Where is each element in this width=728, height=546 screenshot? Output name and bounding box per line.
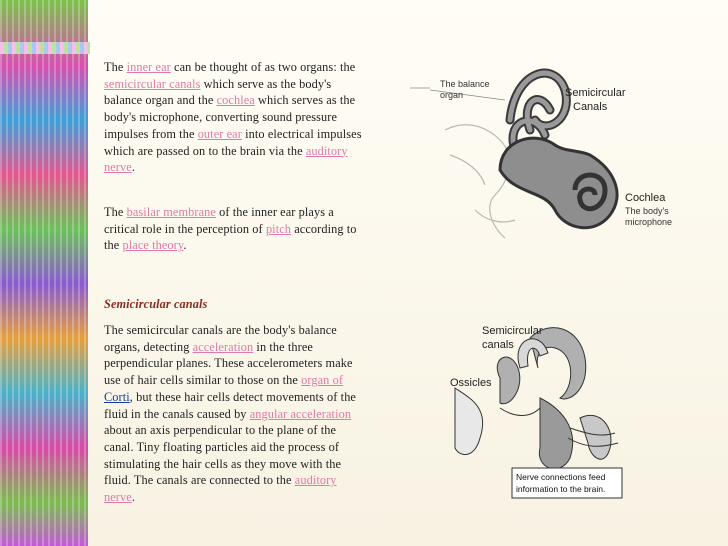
label-nerve-1: Nerve connections feed bbox=[516, 472, 606, 482]
label-nerve-2: information to the brain. bbox=[516, 484, 606, 494]
text-segment: . bbox=[131, 490, 135, 505]
link-organ-of[interactable]: organ of bbox=[301, 373, 344, 388]
label-microphone-1: The body's bbox=[625, 206, 669, 216]
link-outer-ear[interactable]: outer ear bbox=[197, 126, 242, 141]
cochlea-shape bbox=[500, 138, 617, 228]
text-segment: of the inner ear plays a critical role in the perception of bbox=[104, 205, 334, 236]
text-segment: . bbox=[183, 238, 187, 253]
text-segment: into electrical impulses which are passed on to the brain via the bbox=[104, 126, 362, 158]
text-segment: which serve as the body's balance organ and the bbox=[104, 76, 332, 108]
decorative-side-stripe bbox=[0, 0, 88, 546]
text-segment: The bbox=[104, 60, 127, 74]
semicircular-canals-diagram bbox=[440, 308, 625, 503]
link-auditory-nerve-2[interactable]: auditory nerve bbox=[104, 473, 337, 505]
label-microphone-2: microphone bbox=[625, 217, 673, 227]
link-basilar-membrane[interactable]: basilar membrane bbox=[126, 205, 216, 219]
label-balance-organ-1: The balance bbox=[440, 79, 490, 89]
label-cochlea: Cochlea bbox=[625, 192, 666, 204]
semicircular-paragraph bbox=[104, 322, 366, 506]
label-semicircular-2: canals bbox=[482, 339, 514, 351]
canal-structure bbox=[455, 328, 611, 469]
link-auditory-nerve[interactable]: auditory nerve bbox=[104, 143, 348, 175]
label-semicircular-1: Semicircular bbox=[482, 325, 543, 337]
label-semicircular-2: Canals bbox=[573, 101, 608, 113]
inner-ear-diagram bbox=[405, 60, 705, 250]
link-cochlea[interactable]: cochlea bbox=[216, 93, 255, 108]
label-balance-organ-2: organ bbox=[440, 90, 464, 100]
link-place-theory[interactable]: place theory bbox=[122, 238, 184, 253]
link-corti[interactable]: Corti bbox=[104, 389, 130, 404]
link-angular-acceleration[interactable]: angular acceleration bbox=[249, 406, 352, 421]
text-segment: can be thought of as two organs: the bbox=[170, 60, 356, 74]
link-acceleration[interactable]: acceleration bbox=[192, 339, 254, 354]
inner-ear-paragraph bbox=[104, 59, 366, 176]
text-segment: . bbox=[131, 160, 135, 175]
text-segment: about an axis perpendicular to the plane of the canal. Tiny floating particles aid the process of stimulating the hair cells as they move with the fluid. The canals are connected to the bbox=[104, 423, 342, 488]
basilar-paragraph bbox=[104, 204, 366, 254]
label-ossicles: Ossicles bbox=[450, 377, 492, 389]
text-segment: The semicircular canals are the body's balance organs, detecting bbox=[104, 323, 337, 354]
decorative-stripe-band bbox=[0, 42, 90, 54]
text-segment: , but these hair cells detect movements of the fluid in the canals caused by bbox=[104, 389, 356, 421]
section-heading: Semicircular canals bbox=[104, 297, 208, 311]
text-segment: which serves as the body's microphone, converting sound pressure impulses from the bbox=[104, 93, 356, 141]
text-segment: The bbox=[104, 205, 127, 219]
link-pitch[interactable]: pitch bbox=[265, 221, 292, 236]
link-semicircular-canals[interactable]: semicircular canals bbox=[104, 76, 201, 91]
link-inner-ear[interactable]: inner ear bbox=[126, 60, 171, 74]
text-segment: in the three perpendicular planes. These accelerometers make use of hair cells similar to those on the bbox=[104, 339, 353, 388]
text-segment: according to the bbox=[104, 221, 357, 253]
label-semicircular-1: Semicircular bbox=[565, 87, 626, 99]
